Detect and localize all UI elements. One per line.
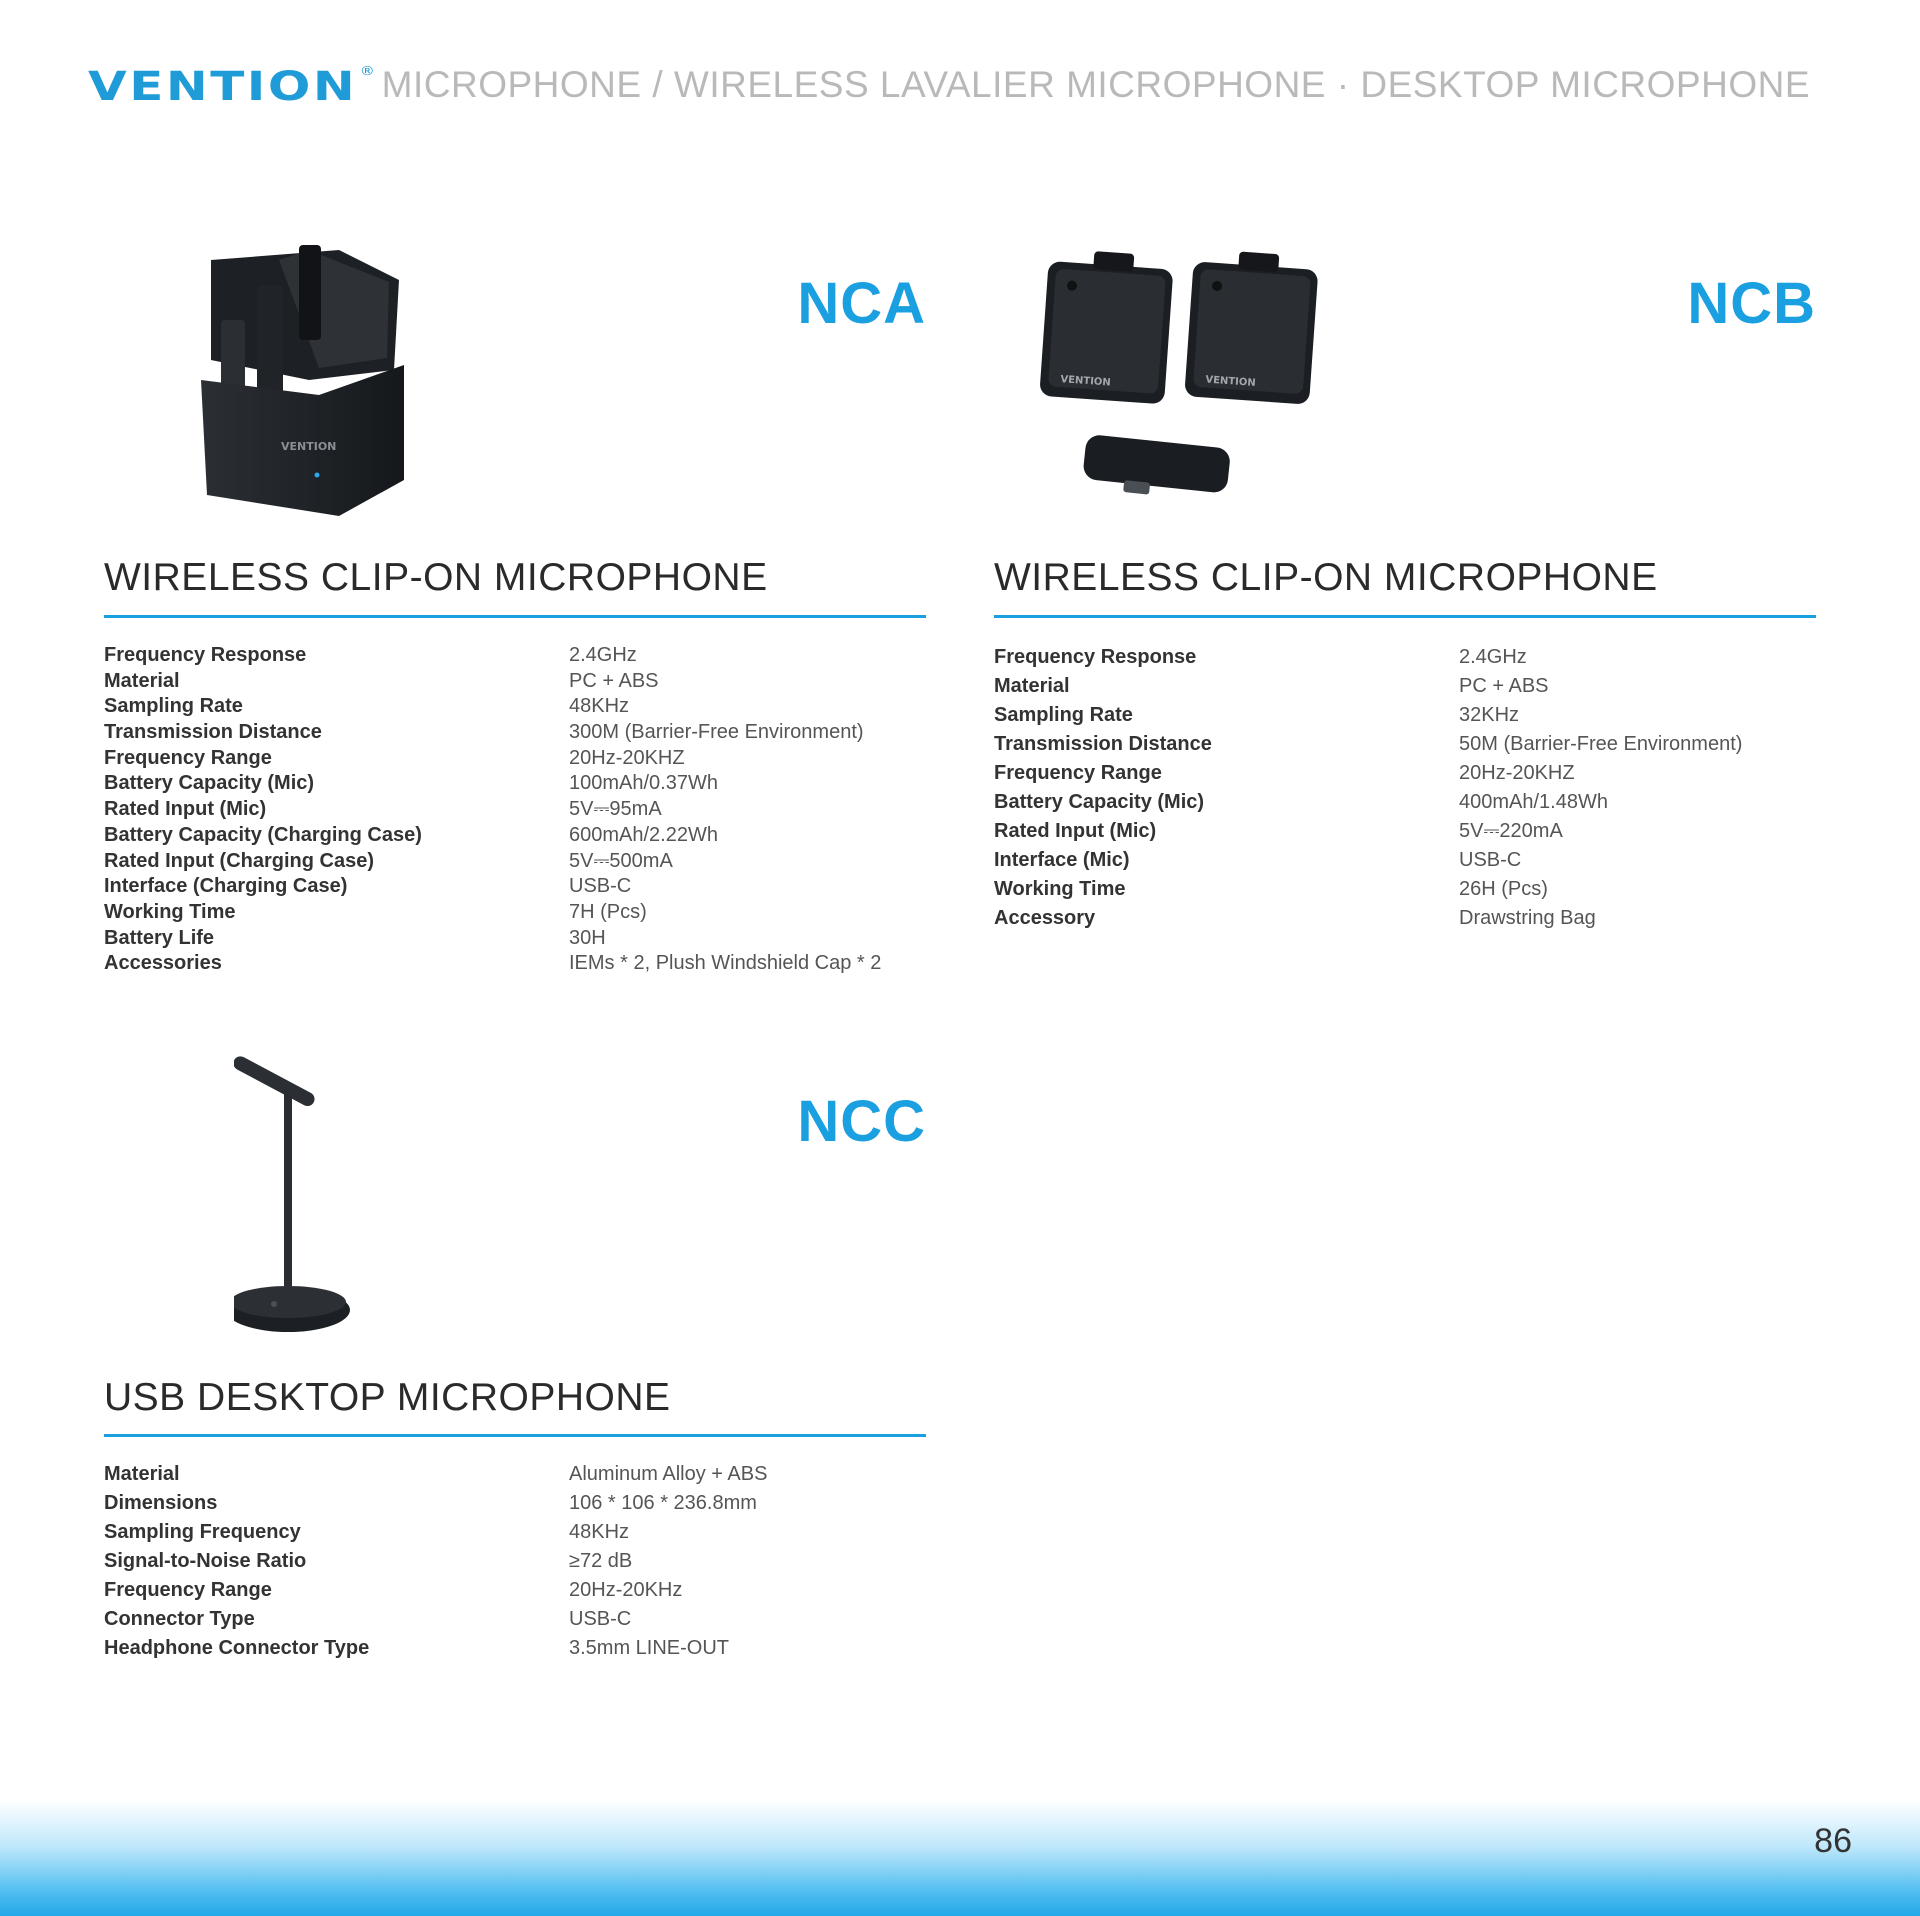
spec-value: 48KHz [569, 695, 630, 718]
spec-value: 5V⎓500mA [569, 849, 673, 872]
spec-label: Sampling Rate [104, 695, 243, 718]
product-ncb [994, 230, 1816, 990]
spec-label: Accessory [994, 907, 1096, 929]
page-number: 86 [1814, 1822, 1852, 1860]
spec-row [104, 951, 926, 977]
spec-row [994, 701, 1816, 730]
spec-row [104, 669, 926, 695]
spec-value: Aluminum Alloy + ABS [569, 1463, 768, 1485]
spec-value: ≥72 dB [569, 1550, 633, 1572]
spec-row [994, 730, 1816, 759]
spec-value: 400mAh/1.48Wh [1459, 791, 1608, 813]
spec-label: Sampling Frequency [104, 1521, 301, 1543]
spec-label: Transmission Distance [104, 721, 322, 744]
spec-label: Working Time [994, 878, 1126, 900]
spec-value: 20Hz-20KHz [569, 1579, 683, 1601]
spec-row [104, 1634, 926, 1663]
spec-value: 2.4GHz [569, 644, 637, 666]
spec-label: Material [994, 675, 1070, 697]
spec-row [104, 771, 926, 797]
spec-row [104, 1547, 926, 1576]
spec-label: Headphone Connector Type [104, 1637, 370, 1659]
product-code: NCA [797, 271, 926, 336]
vention-logo [88, 64, 377, 110]
spec-value: 300M (Barrier-Free Environment) [569, 721, 864, 744]
spec-value: USB-C [569, 875, 632, 898]
spec-value: 48KHz [569, 1521, 630, 1543]
spec-label: Material [104, 1463, 180, 1485]
footer-gradient-bar [0, 1800, 1920, 1916]
title-underline [104, 1434, 926, 1437]
spec-row [104, 694, 926, 720]
spec-row [104, 823, 926, 849]
spec-value: 30H [569, 926, 606, 949]
spec-label: Connector Type [104, 1608, 255, 1630]
spec-value: 2.4GHz [1459, 646, 1527, 668]
spec-row [104, 900, 926, 926]
spec-value: 5V⎓220mA [1459, 820, 1563, 842]
spec-row [104, 1576, 926, 1605]
spec-label: Interface (Mic) [994, 849, 1130, 871]
spec-row [104, 643, 926, 669]
spec-value: USB-C [1459, 849, 1522, 871]
spec-value: 5V⎓95mA [569, 798, 662, 821]
spec-value: USB-C [569, 1608, 632, 1630]
title-underline [994, 615, 1816, 618]
spec-label: Dimensions [104, 1492, 218, 1514]
product-title: WIRELESS CLIP-ON MICROPHONE [994, 556, 1658, 599]
product-code: NCB [1687, 271, 1816, 336]
spec-row [104, 746, 926, 772]
spec-list [104, 643, 926, 977]
product-title: USB DESKTOP MICROPHONE [104, 1376, 671, 1419]
spec-row [994, 817, 1816, 846]
case-brand-label: VENTION [281, 440, 337, 453]
charging-case-microphone-icon [189, 240, 429, 520]
spec-label: Rated Input (Charging Case) [104, 849, 375, 872]
transmitter-brand-label: VENTION [1060, 374, 1112, 389]
spec-label: Rated Input (Mic) [104, 798, 267, 821]
spec-label: Working Time [104, 900, 236, 923]
spec-label: Sampling Rate [994, 704, 1133, 726]
spec-value: 50M (Barrier-Free Environment) [1459, 733, 1743, 755]
spec-value: Drawstring Bag [1459, 907, 1596, 929]
spec-label: Frequency Response [994, 646, 1197, 668]
spec-row [994, 846, 1816, 875]
spec-row [104, 849, 926, 875]
spec-row [104, 720, 926, 746]
spec-row [104, 1605, 926, 1634]
logo-registered-mark: ® [359, 64, 378, 78]
spec-row [104, 797, 926, 823]
spec-row [994, 875, 1816, 904]
title-underline [104, 615, 926, 618]
spec-label: Material [104, 669, 180, 692]
spec-row [104, 1518, 926, 1547]
spec-label: Frequency Range [104, 746, 272, 769]
desktop-microphone-stand-icon [234, 1048, 374, 1338]
spec-row [994, 672, 1816, 701]
product-code: NCC [797, 1089, 926, 1154]
spec-value: PC + ABS [569, 669, 659, 692]
product-ncc [104, 1048, 926, 1668]
spec-value: PC + ABS [1459, 675, 1549, 697]
spec-value: 100mAh/0.37Wh [569, 772, 718, 795]
spec-value: 32KHz [1459, 704, 1520, 726]
spec-row [104, 874, 926, 900]
spec-label: Frequency Range [104, 1579, 272, 1601]
spec-row [994, 643, 1816, 672]
spec-row [994, 788, 1816, 817]
spec-value: 3.5mm LINE-OUT [569, 1637, 730, 1659]
spec-value: IEMs * 2, Plush Windshield Cap * 2 [569, 952, 882, 975]
product-title: WIRELESS CLIP-ON MICROPHONE [104, 556, 768, 599]
spec-row [104, 926, 926, 952]
spec-row [994, 904, 1816, 933]
spec-list [104, 1460, 926, 1663]
spec-label: Rated Input (Mic) [994, 820, 1157, 842]
spec-list [994, 643, 1816, 933]
spec-label: Accessories [104, 952, 222, 975]
spec-label: Battery Capacity (Mic) [104, 772, 315, 795]
spec-label: Signal-to-Noise Ratio [104, 1550, 307, 1572]
spec-label: Frequency Response [104, 644, 307, 666]
page-breadcrumb: MICROPHONE / WIRELESS LAVALIER MICROPHONE · DESKTOP MICROPHONE [381, 64, 1810, 105]
spec-label: Battery Capacity (Charging Case) [104, 823, 422, 846]
transmitter-brand-label: VENTION [1205, 374, 1257, 389]
spec-value: 600mAh/2.22Wh [569, 823, 718, 846]
spec-label: Interface (Charging Case) [104, 875, 348, 898]
spec-value: 20Hz-20KHZ [569, 746, 685, 769]
product-nca [104, 230, 926, 990]
spec-value: 7H (Pcs) [569, 900, 647, 923]
spec-label: Battery Capacity (Mic) [994, 791, 1205, 813]
spec-value: 26H (Pcs) [1459, 878, 1548, 900]
spec-row [994, 759, 1816, 788]
spec-label: Battery Life [104, 926, 215, 949]
clip-transmitters-receiver-icon [1034, 250, 1334, 510]
spec-label: Frequency Range [994, 762, 1162, 784]
spec-value: 106 * 106 * 236.8mm [569, 1492, 757, 1514]
logo-text: VENTION [88, 64, 358, 110]
spec-label: Transmission Distance [994, 733, 1212, 755]
spec-value: 20Hz-20KHZ [1459, 762, 1575, 784]
spec-row [104, 1489, 926, 1518]
spec-row [104, 1460, 926, 1489]
